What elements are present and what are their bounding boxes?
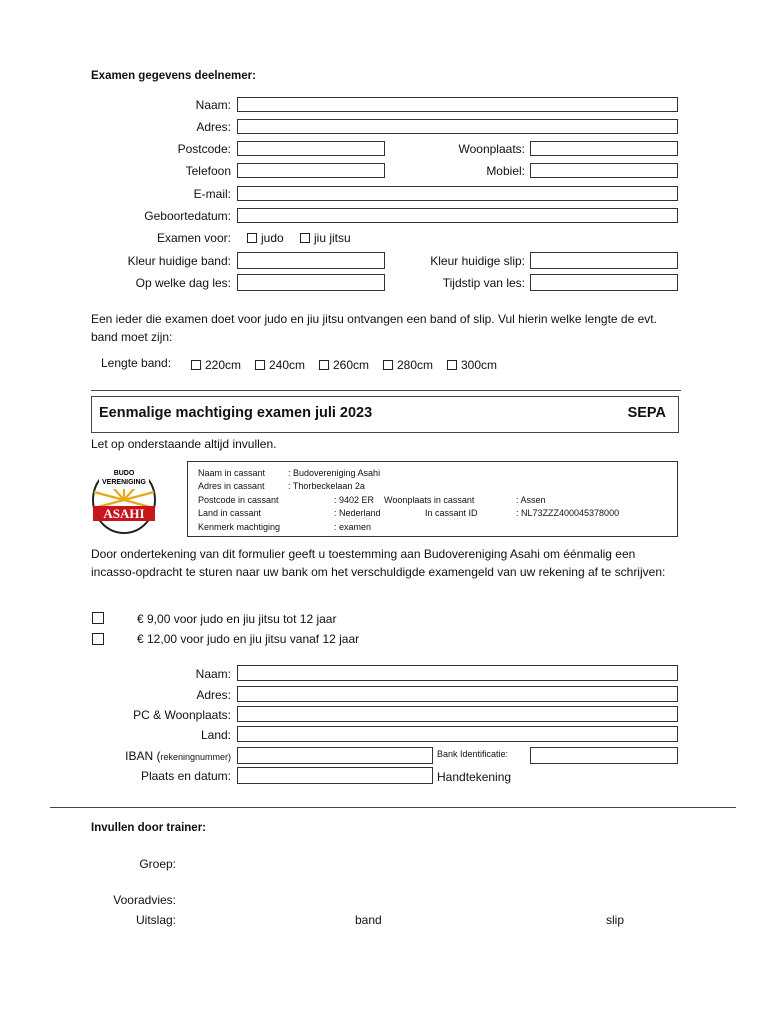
band-option-240[interactable] <box>255 358 305 372</box>
lesson-time-label: Tijdstip van les: <box>442 276 525 290</box>
trainer-divider <box>50 807 736 808</box>
cassant-country-value: : Nederland <box>334 508 381 518</box>
result-band-label: band <box>355 913 382 927</box>
band-option-220[interactable] <box>191 358 241 372</box>
band-info-paragraph: Een ieder die examen doet voor judo en jiu jitsu ontvangen een band of slip. Vul hierin welke lengte de evt. band moet zijn: <box>91 312 657 344</box>
exam-for-label: Examen voor: <box>156 231 231 245</box>
current-band-field[interactable] <box>237 252 385 269</box>
logo-text-main: ASAHI <box>103 506 145 521</box>
sepa-title-box <box>91 396 679 433</box>
cassant-postcode-value: : 9402 ER <box>334 495 375 505</box>
place-date-field[interactable] <box>237 767 433 784</box>
asahi-logo <box>90 462 158 538</box>
phone-field[interactable] <box>237 163 385 178</box>
city-field[interactable] <box>530 141 678 156</box>
postcode-label: Postcode: <box>177 142 231 156</box>
lesson-day-field[interactable] <box>237 274 385 291</box>
phone-label: Telefoon <box>185 164 231 178</box>
band-260-checkbox[interactable] <box>319 360 329 370</box>
exam-option-judo[interactable] <box>247 231 284 245</box>
place-date-label: Plaats en datum: <box>140 769 231 783</box>
payer-name-label: Naam: <box>195 667 231 681</box>
cassant-address-label: Adres in cassant <box>198 481 265 491</box>
band-300-checkbox[interactable] <box>447 360 457 370</box>
band-260-label: 260cm <box>333 358 370 372</box>
payer-country-label: Land: <box>200 728 231 742</box>
cassant-id-value: : NL73ZZZ400045378000 <box>516 508 620 518</box>
cassant-ref-label: Kenmerk machtiging <box>198 522 281 532</box>
name-field[interactable] <box>237 97 678 112</box>
cassant-country-label: Land in cassant <box>198 508 262 518</box>
iban-label <box>125 749 231 763</box>
band-280-checkbox[interactable] <box>383 360 393 370</box>
postcode-field[interactable] <box>237 141 385 156</box>
email-label: E-mail: <box>193 187 231 201</box>
logo-text-mid: VERENIGING <box>102 479 146 486</box>
trainer-section-title: Invullen door trainer: <box>91 822 207 834</box>
bank-id-label: Bank Identificatie: <box>437 749 509 759</box>
band-240-checkbox[interactable] <box>255 360 265 370</box>
band-280-label: 280cm <box>397 358 434 372</box>
consent-paragraph: Door ondertekening van dit formulier geeft u toestemming aan Budovereniging Asahi om éénmalig een incasso-opdracht te sturen naar uw bank om het verschuldigde examengeld van uw rekening af te schrijven: <box>91 547 666 579</box>
band-300-label: 300cm <box>461 358 498 372</box>
current-slip-label: Kleur huidige slip: <box>430 254 525 268</box>
payer-name-field[interactable] <box>237 665 678 681</box>
pre-advice-label: Vooradvies: <box>113 893 176 907</box>
group-label: Groep: <box>139 857 176 871</box>
birthdate-field[interactable] <box>237 208 678 223</box>
iban-field[interactable] <box>237 747 433 764</box>
result-label: Uitslag: <box>135 913 176 927</box>
mobile-field[interactable] <box>530 163 678 178</box>
fee-under-12-label: € 9,00 voor judo en jiu jitsu tot 12 jaar <box>137 612 337 626</box>
cassant-ref-value: : examen <box>334 522 372 532</box>
payer-address-label: Adres: <box>196 688 231 702</box>
cassant-postcode-label: Postcode in cassant <box>198 495 279 505</box>
section-divider <box>91 390 681 391</box>
band-option-280[interactable] <box>383 358 433 372</box>
bank-id-field[interactable] <box>530 747 678 764</box>
city-label: Woonplaats: <box>458 142 525 156</box>
cassant-city-label: Woonplaats in cassant <box>384 495 475 505</box>
band-220-label: 220cm <box>205 358 242 372</box>
cassant-id-label: In cassant ID <box>425 508 478 518</box>
band-240-label: 240cm <box>269 358 306 372</box>
signature-label: Handtekening <box>437 770 512 784</box>
lesson-day-label: Op welke dag les: <box>135 276 231 290</box>
cassant-box <box>187 461 678 537</box>
address-label: Adres: <box>196 120 231 134</box>
payer-address-field[interactable] <box>237 686 678 702</box>
jiujitsu-checkbox[interactable] <box>300 233 310 243</box>
iban-label-main: IBAN ( <box>125 749 161 763</box>
judo-option-label: judo <box>261 231 284 245</box>
fee-over-12-checkbox[interactable] <box>92 633 104 645</box>
participant-section-title: Examen gegevens deelnemer: <box>91 70 256 82</box>
current-slip-field[interactable] <box>530 252 678 269</box>
payer-pc-city-label: PC & Woonplaats: <box>133 708 231 722</box>
cassant-name-label: Naam in cassant <box>198 468 266 478</box>
birthdate-label: Geboortedatum: <box>144 209 231 223</box>
sepa-note: Let op onderstaande altijd invullen. <box>91 437 277 451</box>
band-option-260[interactable] <box>319 358 369 372</box>
name-label: Naam: <box>195 98 231 112</box>
payer-pc-city-field[interactable] <box>237 706 678 722</box>
sepa-tag: SEPA <box>627 405 666 421</box>
cassant-city-value: : Assen <box>516 495 546 505</box>
email-field[interactable] <box>237 186 678 201</box>
fee-under-12-checkbox[interactable] <box>92 612 104 624</box>
logo-text-top: BUDO <box>113 470 135 477</box>
exam-option-jiujitsu[interactable] <box>300 231 351 245</box>
payer-country-field[interactable] <box>237 726 678 742</box>
result-slip-label: slip <box>606 913 625 927</box>
judo-checkbox[interactable] <box>247 233 257 243</box>
current-band-label: Kleur huidige band: <box>127 254 231 268</box>
band-option-300[interactable] <box>447 358 497 372</box>
lesson-time-field[interactable] <box>530 274 678 291</box>
cassant-address-value: : Thorbeckelaan 2a <box>288 481 365 491</box>
sepa-title: Eenmalige machtiging examen juli 2023 <box>99 405 373 421</box>
mobile-label: Mobiel: <box>486 164 525 178</box>
iban-label-small: rekeningnummer) <box>160 752 231 762</box>
address-field[interactable] <box>237 119 678 134</box>
fee-over-12-label: € 12,00 voor judo en jiu jitsu vanaf 12 jaar <box>137 632 360 646</box>
band-220-checkbox[interactable] <box>191 360 201 370</box>
cassant-name-value: : Budovereniging Asahi <box>288 468 381 478</box>
jiujitsu-option-label: jiu jitsu <box>314 231 351 245</box>
band-length-label: Lengte band: <box>101 356 172 370</box>
